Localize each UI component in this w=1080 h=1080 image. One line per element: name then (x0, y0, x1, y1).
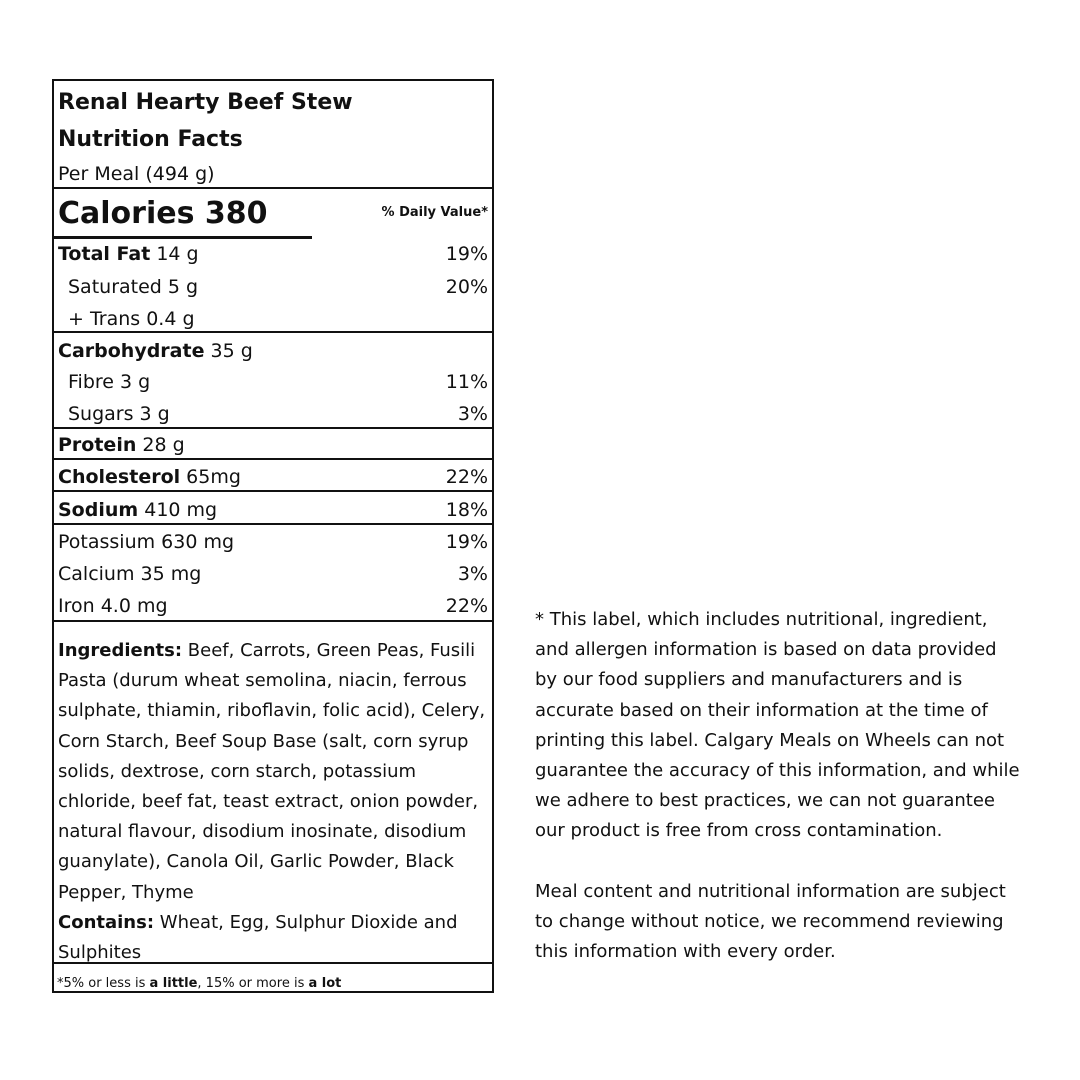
divider (54, 490, 492, 492)
divider (54, 331, 492, 333)
calories: Calories 380 (58, 196, 268, 231)
calories-underline (54, 236, 312, 239)
change-notice-paragraph: Meal content and nutritional information are subject to change without notice, we recommend reviewing this information with every order. (535, 880, 1006, 963)
product-name: Renal Hearty Beef Stew (58, 90, 353, 115)
divider (54, 962, 492, 964)
divider (54, 620, 492, 622)
divider (54, 427, 492, 429)
divider (54, 187, 492, 189)
daily-value-footnote: *5% or less is a little, 15% or more is a lot (57, 976, 342, 991)
disclaimer-text (535, 605, 1020, 967)
nutrition-facts-heading: Nutrition Facts (58, 127, 243, 152)
disclaimer-paragraph: * This label, which includes nutritional, ingredient, and allergen information is based on data provided by our food suppliers and manufacturers and is accurate based on their information at the time of printing this label. Calgary Meals on Wheels can not guarantee the accuracy of this information, and while we adhere to best practices, we can not guarantee our product is free from cross contamination. (535, 609, 1020, 842)
daily-value-header: % Daily Value* (381, 205, 488, 220)
divider (54, 523, 492, 525)
divider (54, 458, 492, 460)
ingredients-block: Ingredients: Beef, Carrots, Green Peas, Fusili Pasta (durum wheat semolina, niacin, ferrous sulphate, thiamin, riboflavin, folic acid), Celery, Corn Starch, Beef Soup Base (salt, corn syrup solids, dextrose, corn starch, potassium chloride, beef fat, teast extract, onion powder, natural flavour, disodium inosinate, disodium guanylate), Canola Oil, Garlic Powder, Black Pepper, Thyme Contains: Wheat, Egg, Sulphur Dioxide and Sulphites (58, 640, 486, 964)
nutrition-facts-label: Renal Hearty Beef Stew Nutrition Facts Per Meal (494 g) Calories 380 % Daily Value* Total Fat 14 g 19% Saturated 5 g 20% + Trans 0.4 g Carbohydrate 35 g Fibre 3 g 11% Sugars 3 g 3% Protein 28 g Cholesterol 65mg 22% Sodium 410 mg 18% Potassium 630 mg 19% Calcium 35 mg 3% Iron 4.0 mg 22% Ingredients: Beef, Carrots, Green Peas, Fusili Pasta (durum wheat semolina, niacin, ferrous sulphate, thiamin, riboflavin, folic acid), Celery, Corn Starch, Beef Soup Base (salt, corn syrup solids, dextrose, corn starch, potassium chloride, beef fat, teast extract, onion powder, natural flavour, disodium inosinate, disodium guanylate), Canola Oil, Garlic Powder, Black Pepper, Thyme Contains: Wheat, Egg, Sulphur Dioxide and Sulphites *5% or less is a little, 15% or more is a lot (52, 79, 494, 993)
